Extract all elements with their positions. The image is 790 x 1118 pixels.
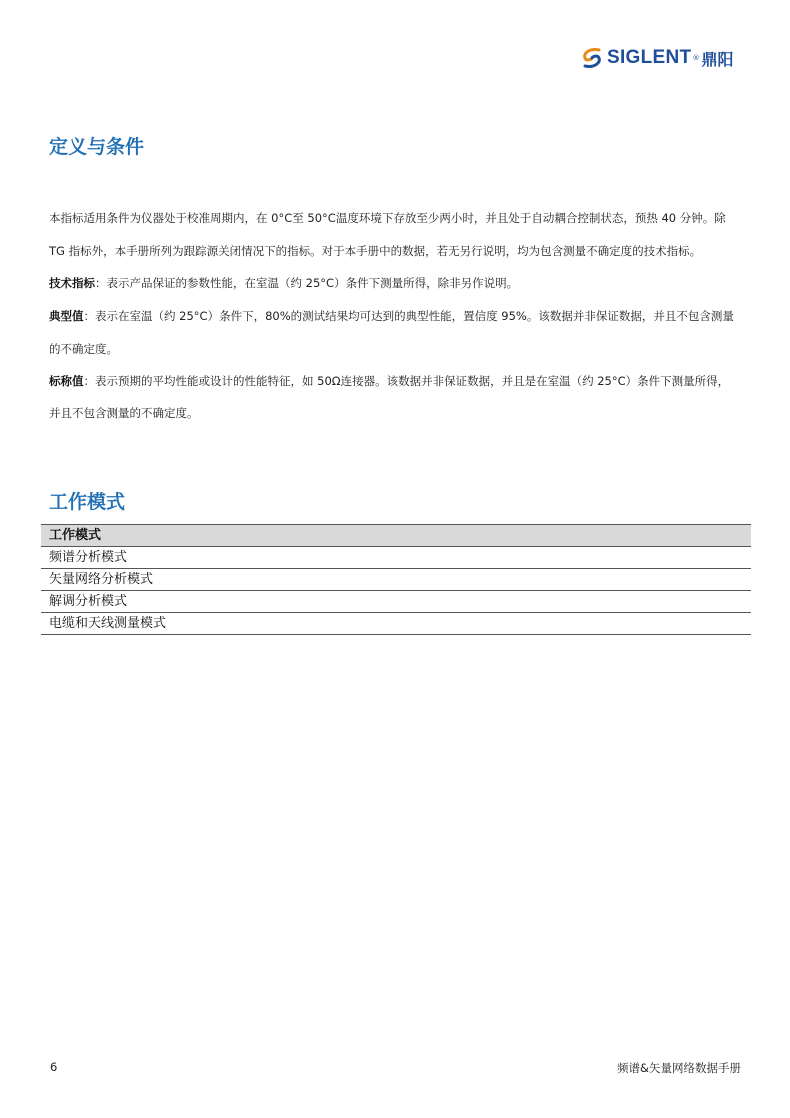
typical-label: 典型值 bbox=[49, 309, 84, 323]
spec-text: ：表示产品保证的参数性能，在室温（约 25°C）条件下测量所得，除非另作说明。 bbox=[95, 276, 519, 290]
section-title-operating-modes: 工作模式 bbox=[49, 491, 126, 513]
table-row: 频谱分析模式 bbox=[41, 547, 751, 569]
logo-chinese-text: 鼎阳 bbox=[701, 49, 734, 69]
nominal-text-line2: 并且不包含测量的不确定度。 bbox=[49, 406, 199, 420]
table-header-row: 工作模式 bbox=[41, 524, 751, 547]
table-row: 解调分析模式 bbox=[41, 591, 751, 613]
siglent-logo bbox=[580, 44, 733, 72]
siglent-swirl-icon bbox=[580, 46, 604, 70]
nominal-definition bbox=[49, 373, 749, 389]
typical-text-line2: 的不确定度。 bbox=[49, 342, 118, 356]
nominal-text-line1: ：表示预期的平均性能或设计的性能特征，如 50Ω连接器。该数据并非保证数据，并且是在室温（约 25°C）条件下测量所得， bbox=[83, 374, 730, 388]
intro-paragraph-line1: 本指标适用条件为仪器处于校准周期内，在 0°C至 50°C温度环境下存放至少两小时，并且处于自动耦合控制状态，预热 40 分钟。除 bbox=[49, 211, 726, 225]
section-title-definitions: 定义与条件 bbox=[49, 136, 145, 158]
nominal-label: 标称值 bbox=[49, 374, 84, 388]
page-number: 6 bbox=[50, 1060, 58, 1074]
table-row: 矢量网络分析模式 bbox=[41, 569, 751, 591]
logo-registered-mark: ® bbox=[692, 54, 700, 62]
operating-modes-table bbox=[41, 524, 751, 635]
spec-definition bbox=[49, 275, 749, 291]
typical-text-line1: ：表示在室温（约 25°C）条件下，80%的测试结果均可达到的典型性能，置信度 95%。该数据并非保证数据，并且不包含测量 bbox=[83, 309, 734, 323]
spec-label: 技术指标 bbox=[49, 276, 95, 290]
typical-definition bbox=[49, 308, 749, 324]
intro-paragraph-line2: TG 指标外，本手册所列为跟踪源关闭情况下的指标。对于本手册中的数据，若无另行说明，均为包含测量不确定度的技术指标。 bbox=[49, 244, 702, 258]
table-row: 电缆和天线测量模式 bbox=[41, 613, 751, 635]
footer-doc-title: 频谱&矢量网络数据手册 bbox=[617, 1061, 741, 1075]
logo-brand-text: SIGLENT bbox=[607, 47, 692, 68]
